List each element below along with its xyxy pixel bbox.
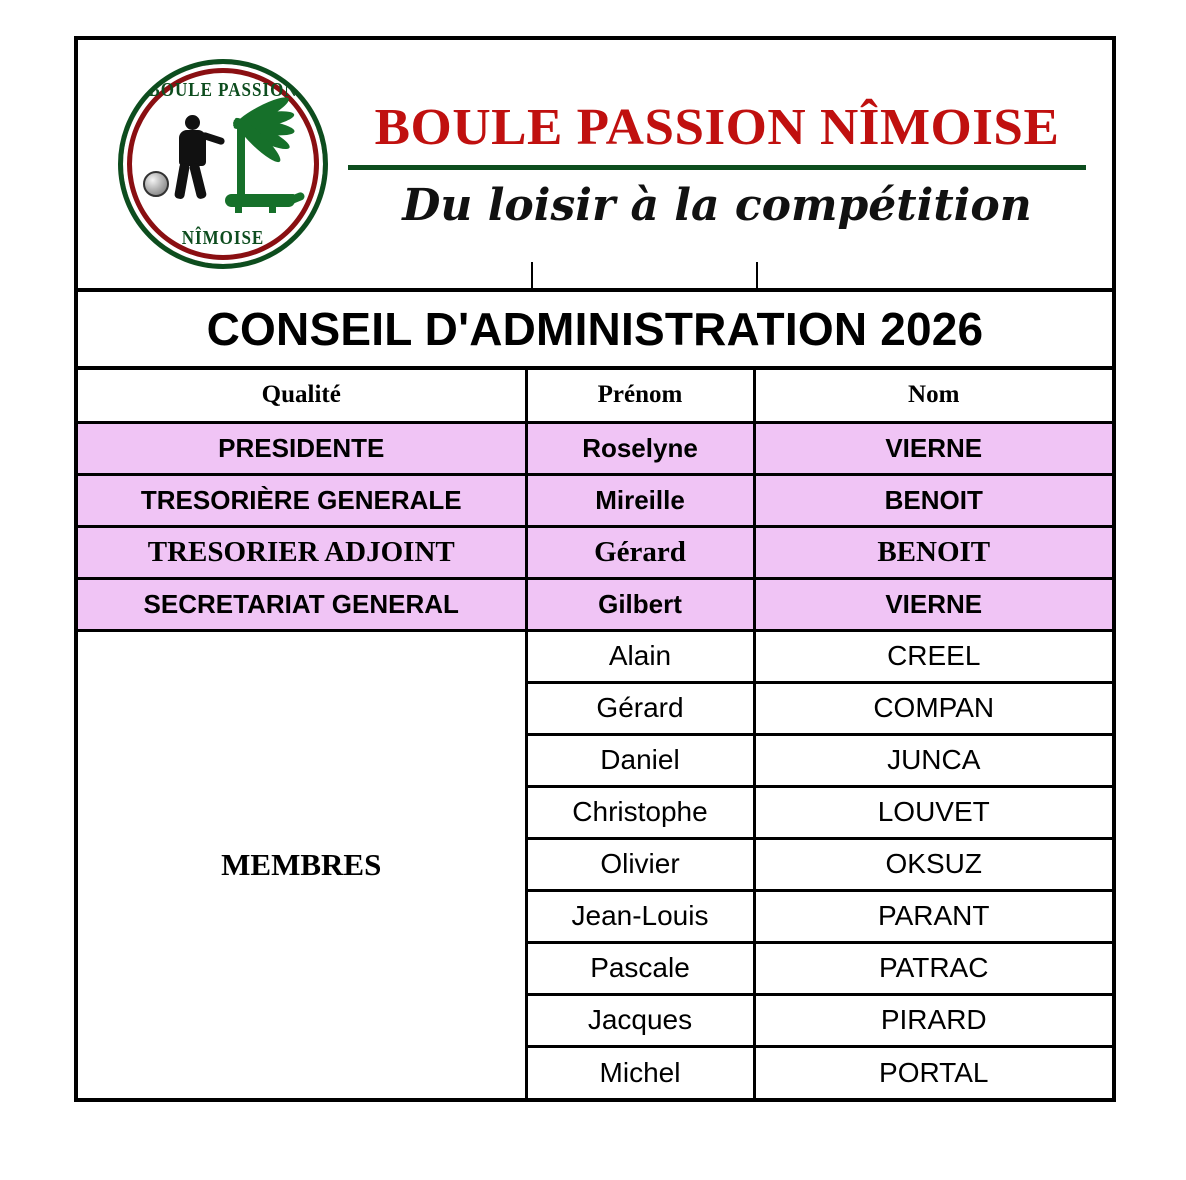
table-row [78,630,1112,682]
cell-nom: BENOIT [754,526,1112,578]
cell-prenom: Roselyne [526,422,754,474]
cell-nom: COMPAN [754,682,1112,734]
cell-nom: VIERNE [754,578,1112,630]
cell-nom: BENOIT [754,474,1112,526]
cell-qualite: PRESIDENTE [78,422,526,474]
cell-nom: VIERNE [754,422,1112,474]
document-header [78,40,1112,292]
column-header-prenom: Prénom [526,370,754,422]
cell-nom: PATRAC [754,942,1112,994]
cell-prenom: Michel [526,1046,754,1098]
crocodile-icon [225,187,301,213]
cell-prenom: Alain [526,630,754,682]
club-board-document [74,36,1116,1102]
cell-prenom: Gérard [526,682,754,734]
table-row [78,422,1112,474]
boule-icon [143,171,169,197]
cell-nom: PIRARD [754,994,1112,1046]
cell-qualite: TRESORIÈRE GENERALE [78,474,526,526]
cell-prenom: Olivier [526,838,754,890]
cell-nom: PARANT [754,890,1112,942]
cell-prenom: Mireille [526,474,754,526]
cell-prenom: Christophe [526,786,754,838]
cell-nom: OKSUZ [754,838,1112,890]
cell-membres-label: MEMBRES [78,630,526,1098]
cell-nom: LOUVET [754,786,1112,838]
brand-title: BOULE PASSION NÎMOISE [374,98,1060,156]
club-emblem-icon [118,59,328,269]
cell-prenom: Gérard [526,526,754,578]
table-row [78,578,1112,630]
cell-nom: JUNCA [754,734,1112,786]
brand-block [328,98,1112,231]
emblem-scene [141,109,305,219]
cell-prenom: Daniel [526,734,754,786]
table-row [78,474,1112,526]
cell-prenom: Pascale [526,942,754,994]
table-header-row [78,370,1112,422]
petanque-player-icon [171,115,217,201]
cell-prenom: Jean-Louis [526,890,754,942]
emblem-top-text: BOULE PASSION [148,78,298,101]
club-logo [78,59,328,269]
cell-nom: CREEL [754,630,1112,682]
brand-divider [348,165,1086,170]
column-header-nom: Nom [754,370,1112,422]
board-members-table [78,370,1112,1098]
cell-qualite: TRESORIER ADJOINT [78,526,526,578]
cell-prenom: Gilbert [526,578,754,630]
cell-qualite: SECRETARIAT GENERAL [78,578,526,630]
column-header-qualite: Qualité [78,370,526,422]
cell-prenom: Jacques [526,994,754,1046]
brand-subtitle: Du loisir à la compétition [402,179,1032,231]
emblem-bottom-text: NÎMOISE [181,226,265,249]
page-title: CONSEIL D'ADMINISTRATION 2026 [78,292,1112,370]
table-row [78,526,1112,578]
cell-nom: PORTAL [754,1046,1112,1098]
